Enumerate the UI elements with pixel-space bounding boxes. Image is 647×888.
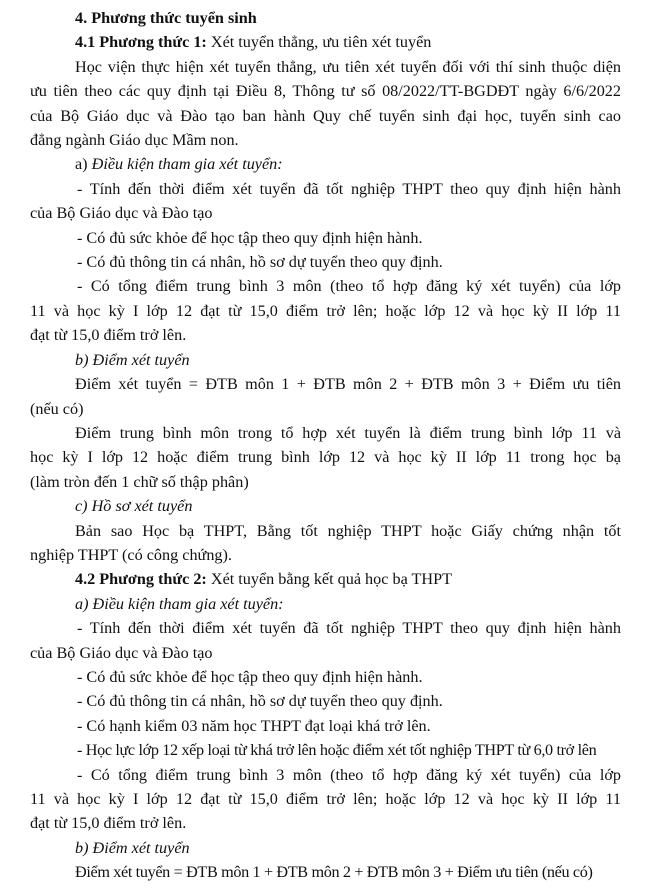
paragraph-line: (làm tròn đến 1 chữ số thập phân) — [30, 472, 249, 491]
paragraph-line: Bản sao Học bạ THPT, Bằng tốt nghiệp THPT hoặc Giấy chứng nhận tốt — [75, 521, 621, 540]
formula-line: Điểm xét tuyển = ĐTB môn 1 + ĐTB môn 2 + ĐTB môn 3 + Điểm ưu tiên (nếu có) — [75, 863, 593, 882]
list-item: - Tính đến thời điểm xét tuyển đã tốt nghiệp THPT theo quy định hiện hành — [77, 619, 621, 638]
list-item: - Có đủ sức khỏe để học tập theo quy định hiện hành. — [77, 667, 423, 686]
method-2-title: Xét tuyển bằng kết quả học bạ THPT — [206, 570, 452, 589]
list-item: - Có tổng điểm trung bình 3 môn (theo tổ hợp đăng ký xét tuyển) của lớp — [77, 765, 621, 784]
subheading-score: b) Điểm xét tuyển — [75, 838, 190, 857]
paragraph-line: Học viện thực hiện xét tuyển thẳng, ưu tiên xét tuyển đối với thí sinh thuộc diện — [75, 57, 621, 76]
paragraph-line: 11 và học kỳ I lớp 12 đạt từ 15,0 điểm trở lên; hoặc lớp 12 và học kỳ II lớp 11 — [30, 790, 621, 808]
paragraph-line: học kỳ I lớp 12 hoặc điểm trung bình lớp 12 và học kỳ II lớp 11 trong học bạ — [30, 448, 621, 467]
list-item: - Có hạnh kiểm 03 năm học THPT đạt loại khá trở lên. — [77, 716, 431, 735]
paragraph-line: của Bộ Giáo dục và Đào tạo — [30, 204, 213, 223]
paragraph-line: đạt từ 15,0 điểm trở lên. — [30, 326, 187, 345]
subheading-conditions — [30, 152, 621, 176]
method-1-title: Xét tuyển thẳng, ưu tiên xét tuyển — [206, 33, 432, 52]
section-heading: 4. Phương thức tuyển sinh — [75, 9, 257, 27]
paragraph-line: đẳng ngành Giáo dục Mầm non. — [30, 131, 239, 150]
paragraph-line: Điểm trung bình môn trong tổ hợp xét tuyển là điểm trung bình lớp 11 và — [75, 423, 621, 442]
subheading-prefix: a) — [75, 155, 92, 174]
method-1-label: 4.1 Phương thức 1: — [75, 33, 207, 52]
method-2-heading — [30, 567, 621, 591]
paragraph-line: của Bộ Giáo dục và Đào tạo — [30, 643, 213, 662]
paragraph-line: 11 và học kỳ I lớp 12 đạt từ 15,0 điểm trở lên; hoặc lớp 12 và học kỳ II lớp 11 — [30, 301, 621, 320]
list-item: - Có tổng điểm trung bình 3 môn (theo tổ hợp đăng ký xét tuyển) của lớp — [77, 277, 621, 296]
method-2-label: 4.2 Phương thức 2: — [75, 570, 207, 589]
subheading-documents: c) Hồ sơ xét tuyển — [75, 497, 193, 516]
paragraph-line: nghiệp THPT (có công chứng). — [30, 545, 232, 564]
subheading-conditions: a) Điều kiện tham gia xét tuyển: — [75, 594, 284, 613]
list-item: - Có đủ thông tin cá nhân, hồ sơ dự tuyển theo quy định. — [77, 253, 443, 272]
list-item: - Có đủ sức khỏe để học tập theo quy định hiện hành. — [77, 228, 423, 247]
paragraph-line: của Bộ Giáo dục và Đào tạo ban hành Quy chế tuyển sinh đại học, tuyển sinh cao — [30, 106, 621, 125]
list-item: - Học lực lớp 12 xếp loại từ khá trở lên hoặc điểm xét tốt nghiệp THPT từ 6,0 trở lên — [77, 741, 597, 760]
subheading-text: Điều kiện tham gia xét tuyển: — [91, 155, 283, 174]
paragraph-line: đạt từ 15,0 điểm trở lên. — [30, 814, 187, 833]
formula-line: Điểm xét tuyển = ĐTB môn 1 + ĐTB môn 2 + ĐTB môn 3 + Điểm ưu tiên — [75, 375, 621, 394]
list-item: - Có đủ thông tin cá nhân, hồ sơ dự tuyển theo quy định. — [77, 692, 443, 711]
paragraph-line: ưu tiên theo các quy định tại Điều 8, Thông tư số 08/2022/TT-BGDĐT ngày 6/6/2022 — [30, 82, 621, 101]
subheading-score: b) Điểm xét tuyển — [75, 350, 190, 369]
paragraph-line: (nếu có) — [30, 399, 84, 418]
list-item: - Tính đến thời điểm xét tuyển đã tốt nghiệp THPT theo quy định hiện hành — [77, 179, 621, 198]
method-1-heading — [30, 30, 621, 54]
